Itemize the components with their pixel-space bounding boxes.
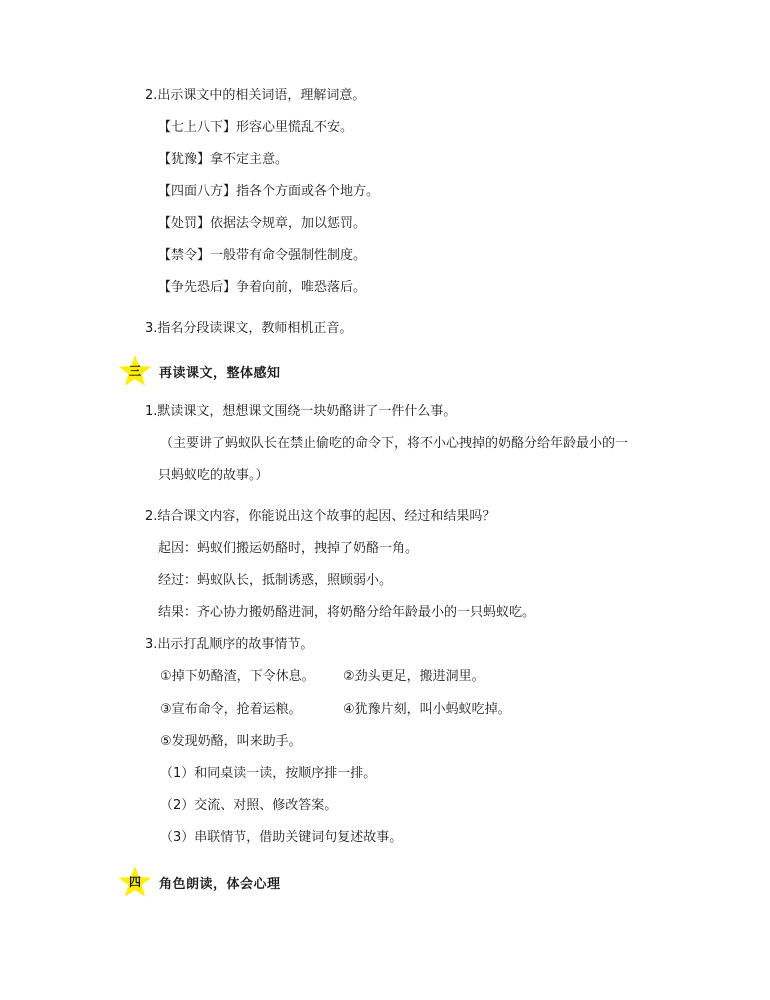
section-three-header — [118, 355, 281, 387]
plot-item: ②劲头更足，搬进洞里。 — [343, 669, 485, 684]
story-part: 起因：蚂蚁们搬运奶酪时，拽掉了奶酪一角。 — [158, 541, 419, 556]
vocab-item: 【犹豫】拿不定主意。 — [158, 152, 289, 167]
answer-text: 只蚂蚁吃的故事。） — [158, 468, 269, 483]
vocab-item: 【处罚】依据法令规章，加以惩罚。 — [158, 216, 367, 231]
task-item: （1）和同桌读一读，按顺序排一排。 — [160, 766, 377, 781]
story-part: 结果：齐心协力搬奶酪进洞，将奶酪分给年龄最小的一只蚂蚁吃。 — [158, 605, 536, 620]
section-title: 再读课文，整体感知 — [159, 365, 281, 381]
section-number: 三 — [128, 364, 141, 378]
task-item: （3）串联情节，借助关键词句复述故事。 — [160, 830, 403, 845]
vocab-item: 【禁令】一般带有命令强制性制度。 — [158, 248, 367, 263]
step-3-heading: 3.指名分段读课文，教师相机正音。 — [145, 321, 353, 336]
star-icon — [118, 355, 152, 387]
plot-item: ④犹豫片刻，叫小蚂蚁吃掉。 — [343, 702, 511, 717]
vocab-item: 【争先恐后】争着向前，唯恐落后。 — [158, 280, 367, 295]
star-icon — [118, 866, 152, 898]
step-1-heading: 1.默读课文，想想课文围绕一块奶酪讲了一件什么事。 — [145, 404, 457, 419]
step-2-heading: 2.结合课文内容，你能说出这个故事的起因、经过和结果吗？ — [145, 509, 496, 524]
plot-item: ⑤发现奶酪，叫来助手。 — [160, 734, 302, 749]
plot-item: ①掉下奶酪渣，下令休息。 — [160, 669, 315, 684]
vocab-item: 【四面八方】指各个方面或各个地方。 — [158, 184, 380, 199]
section-number: 四 — [128, 875, 141, 889]
answer-text: （主要讲了蚂蚁队长在禁止偷吃的命令下，将不小心拽掉的奶酪分给年龄最小的一 — [160, 436, 629, 451]
step-2-heading: 2.出示课文中的相关词语，理解词意。 — [145, 88, 366, 103]
vocab-item: 【七上八下】形容心里慌乱不安。 — [158, 120, 354, 135]
step-3-heading: 3.出示打乱顺序的故事情节。 — [145, 637, 314, 652]
task-item: （2）交流、对照、修改答案。 — [160, 798, 338, 813]
section-four-header — [118, 866, 281, 898]
plot-item: ③宣布命令，抢着运粮。 — [160, 702, 302, 717]
story-part: 经过：蚂蚁队长，抵制诱惑，照顾弱小。 — [158, 573, 393, 588]
section-title: 角色朗读，体会心理 — [159, 876, 281, 892]
